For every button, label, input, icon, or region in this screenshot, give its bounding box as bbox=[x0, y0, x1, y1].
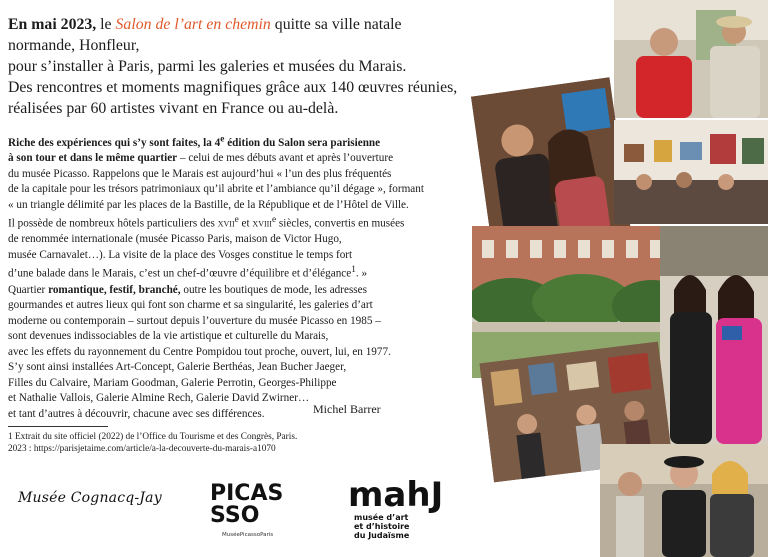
svg-text:du Judaïsme: du Judaïsme bbox=[354, 531, 410, 540]
mahj-logo bbox=[348, 466, 468, 546]
svg-text:et d’histoire: et d’histoire bbox=[354, 522, 410, 531]
salon-name: Salon de l’art en chemin bbox=[115, 16, 271, 33]
article bbox=[8, 14, 470, 422]
photo-artists-portrait bbox=[600, 444, 768, 557]
photo-women-at-salon bbox=[660, 226, 768, 444]
musee-picasso-logo bbox=[208, 476, 288, 542]
signature: Michel Barrer bbox=[313, 402, 381, 416]
body-text: Riche des expériences qui s’y sont faites, la 4e édition du Salon sera parisienne à son tour et dans le même quartier – celui de mes débuts avant et après l’ouverture du musée Picasso. Rappelons que le Marais est aujourd’hui « l’un des plus fréquentés de la capitale pour les trésors patrimoniaux qu’il abrite et l’ambiance qu’il dégage », formant « un triangle délimité par les places de la Bastille, de la République et de l’Hôtel de Ville. Il possède de nombreux hôtels particuliers des xvii$^e$ et xviii$^e$ siècles, convertis en musées de renommée internationale (musée Picasso Paris, maison de Victor Hugo, musée Carnavalet…). La visite de la place des Vosges constitue le temps fort d’une balade dans le Marais, c’est un chef-d’œuvre d’équilibre et d’élégance$^1$. » Quartier romantique, festif, branché, outre les boutiques de mode, les adresses gourmandes et autres lieux qui font son charme et sa singularité, les galeries d’art moderne ou contemporain – surtout depuis l’ouverture du musée Picasso en 1985 – sont devenues indissociables de la vie artistique et culturelle du Marais, avec les effets du rayonnement du Centre Pompidou tout proche, ouvert, lui, en 1977. S’y sont ainsi installées Art-Concept, Galerie Berthéas, Jean Bucher Jaeger, Filles du Calvaire, Mariam Goodman, Galerie Perrotin, Georges-Philippe et Nathalie Vallois, Galerie Almine Rech, Galerie David Zwirner… et tant d’autres à découvrir, chacune avec ses différences. bbox=[8, 134, 424, 420]
svg-text:SSO: SSO bbox=[210, 503, 260, 528]
footnote-marker: 1 bbox=[351, 265, 356, 276]
svg-text:PICAS: PICAS bbox=[210, 481, 284, 506]
svg-text:mahJ: mahJ bbox=[348, 475, 444, 515]
intro-date: En mai 2023, bbox=[8, 16, 97, 33]
photo-gallery-interior bbox=[614, 120, 768, 224]
footnote-divider bbox=[8, 426, 108, 427]
photo-artists-red-jacket bbox=[614, 0, 768, 118]
svg-text:MuséePicassoParis: MuséePicassoParis bbox=[222, 532, 274, 538]
cognacq-jay-logo: Musée Cognacq-Jay bbox=[18, 490, 162, 506]
intro-paragraph: En mai 2023, le Salon de l’art en chemin quitte sa ville natale normande, Honfleur, pour s’installer à Paris, parmi les galeries et musées du Marais. Des rencontres et moments magnifiques grâce aux 140 œuvres réunies, réalisées par 60 artistes vivant en France ou au-delà. bbox=[8, 16, 458, 117]
svg-text:musée d’art: musée d’art bbox=[354, 513, 409, 522]
footnote: 1 Extrait du site officiel (2022) de l’Office du Tourisme et des Congrès, Paris. 2023 : https://parisjetaime.com/article/a-la-decouverte-du-marais-a1070 bbox=[8, 432, 298, 454]
